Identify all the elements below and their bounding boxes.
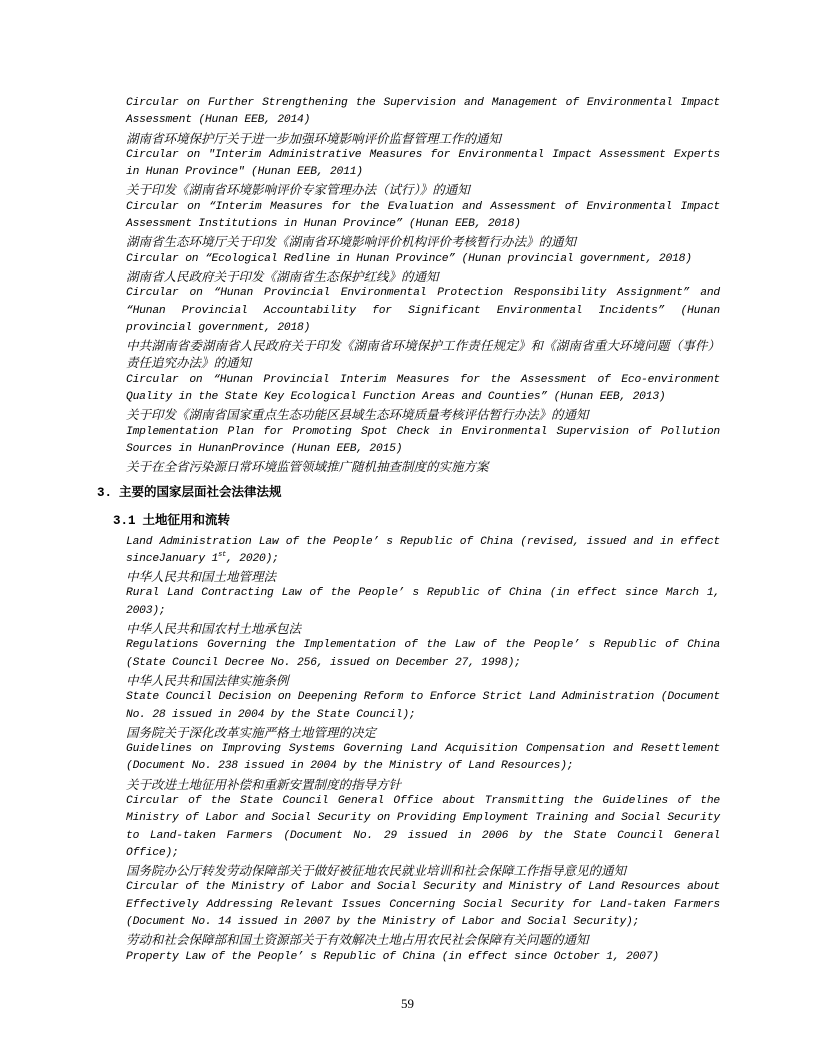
regulation-entry [126, 95, 720, 147]
regulation-title-zh: 中华人民共和国土地管理法 [126, 569, 277, 585]
regulation-title-en: Circular on “Hunan Provincial Interim Measures for the Assessment of Eco-environment Quality in the State Key Ecological Function Areas and Counties” (Hunan EEB, 2013) [126, 373, 720, 404]
regulation-title-en: Regulations Governing the Implementation of the Law of the People’ s Republic of China (State Council Decree No. 256, issued on December 27, 1998); [126, 639, 720, 669]
regulation-title-zh: 劳动和社会保障部和国土资源部关于有效解决土地占用农民社会保障有关问题的通知 [126, 932, 589, 948]
regulation-title-zh: 湖南省人民政府关于印发《湖南省生态保护红线》的通知 [126, 268, 439, 284]
regulation-entry [126, 534, 720, 586]
subsection-title: 土地征用和流转 [142, 511, 231, 527]
regulation-entry [126, 199, 720, 251]
regulation-title-en: State Council Decision on Deepening Reform to Enforce Strict Land Administration (Document No. 28 issued in 2004 by the State Council); [126, 691, 720, 721]
regulation-entry [126, 793, 720, 879]
land-regulations-list [126, 534, 720, 966]
regulation-title-en: Property Law of the People’ s Republic of China (in effect since October 1, 2007) [126, 950, 659, 963]
regulation-title-en: Circular of the Ministry of Labor and Social Security and Ministry of Land Resources about Effectively Addressing Relevant Issues Concerning Social Security for Land-taken Farmers (Document No. 14 issued in 2007 by the Ministry of Labor and Social Security); [126, 881, 720, 929]
regulation-title-zh: 国务院办公厅转发劳动保障部关于做好被征地农民就业培训和社会保障工作指导意见的通知 [126, 863, 627, 879]
regulation-title-en: Circular on "Interim Administrative Measures for Environmental Impact Assessment Experts in Hunan Province" (Hunan EEB, 2011) [126, 148, 720, 179]
title-text: Land Administration Law of the People’ s Republic of China (revised, issued and in effect sinceJanuary 1 [126, 535, 720, 565]
regulation-entry [126, 147, 720, 199]
subsection-number: 3.1 [113, 513, 136, 528]
regulation-title-en: Circular on “Hunan Provincial Environmental Protection Responsibility Assignment” and “Hunan Provincial Accountability for Significant Environmental Incidents” (Hunan provincial government, 2018) [126, 287, 720, 334]
regulation-title-en: Guidelines on Improving Systems Governing Land Acquisition Compensation and Resettlement (Document No. 238 issued in 2004 by the Ministry of Land Resources); [126, 743, 720, 773]
regulation-title-zh: 关于印发《湖南省国家重点生态功能区县域生态环境质量考核评估暂行办法》的通知 [126, 407, 589, 423]
regulation-entry [126, 251, 720, 286]
title-text-end: , 2020); [226, 552, 279, 565]
regulation-title-en: Circular on Further Strengthening the Supervision and Management of Environmental Impact Assessment (Hunan EEB, 2014) [126, 97, 720, 127]
regulation-title-zh: 湖南省生态环境厅关于印发《湖南省环境影响评价机构评价考核暂行办法》的通知 [126, 234, 577, 250]
regulation-entry [126, 879, 720, 948]
section-3-heading [97, 482, 815, 503]
section-number: 3. [97, 485, 113, 500]
regulation-title-en [126, 534, 720, 569]
regulation-entry [126, 424, 720, 476]
regulation-entry [126, 949, 720, 966]
regulation-title-zh: 中共湖南省委湖南省人民政府关于印发《湖南省环境保护工作责任规定》和《湖南省重大环境问题（事件）责任追究办法》的通知 [126, 338, 720, 371]
regulation-title-en: Implementation Plan for Promoting Spot Check in Environmental Supervision of Pollution Sources in HunanProvince (Hunan EEB, 2015) [126, 425, 720, 455]
regulation-title-en: Circular on “Interim Measures for the Evaluation and Assessment of Environmental Impact Assessment Institutions in Hunan Province” (Hunan EEB, 2018) [126, 200, 720, 231]
regulation-entry [126, 689, 720, 741]
regulation-title-zh: 关于改进土地征用补偿和重新安置制度的指导方针 [126, 776, 402, 792]
regulation-title-zh: 关于印发《湖南省环境影响评价专家管理办法（试行）》的通知 [126, 182, 470, 198]
regulation-title-en: Circular on “Ecological Redline in Hunan Province” (Hunan provincial government, 2018) [126, 252, 692, 265]
regulation-entry [126, 637, 720, 689]
regulation-title-zh: 中华人民共和国法律实施条例 [126, 672, 289, 688]
regulation-entry [126, 285, 720, 371]
regulation-entry [126, 741, 720, 793]
regulation-title-zh: 中华人民共和国农村土地承包法 [126, 621, 302, 637]
regulation-entry [126, 585, 720, 637]
regulation-title-en: Circular of the State Council General Office about Transmitting the Guidelines of the Ministry of Labor and Social Security on Providing Employment Training and Social Security to Land-taken Farmers (Document No. 29 issued in 2006 by the State Council General Office); [126, 794, 720, 859]
hunan-regulations-list [126, 95, 720, 476]
regulation-entry [126, 372, 720, 424]
regulation-title-zh: 关于在全省污染源日常环境监管领域推广随机抽查制度的实施方案 [126, 459, 489, 475]
page-content [0, 95, 815, 1012]
section-3-1-heading [113, 510, 815, 531]
page-number: 59 [401, 995, 414, 1011]
regulation-title-zh: 湖南省环境保护厅关于进一步加强环境影响评价监督管理工作的通知 [126, 130, 502, 146]
section-title: 主要的国家层面社会法律法规 [119, 483, 282, 499]
ordinal-superscript: st [218, 551, 227, 560]
regulation-title-zh: 国务院关于深化改革实施严格土地管理的决定 [126, 724, 377, 740]
regulation-title-en: Rural Land Contracting Law of the People’ s Republic of China (in effect since March 1, 2003); [126, 587, 720, 617]
